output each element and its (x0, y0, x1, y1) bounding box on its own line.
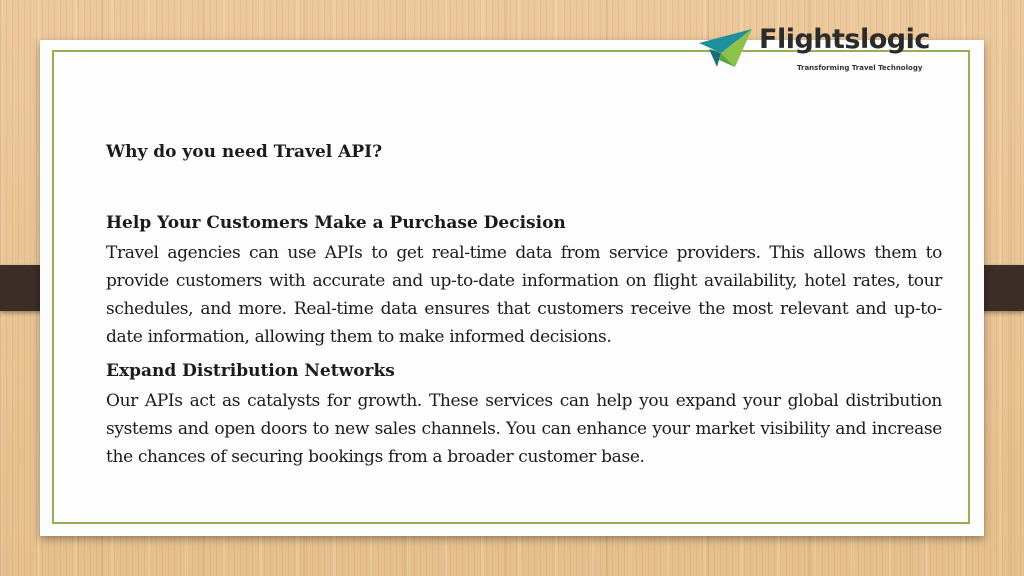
section-heading-purchase-decision: Help Your Customers Make a Purchase Decision (106, 213, 566, 233)
section-body-purchase-decision: Travel agencies can use APIs to get real-time data from service providers. This allows them to provide customers with accurate and up-to-date information on flight availability, hotel rates, tour schedules, and more. Real-time data ensures that customers receive the most relevant and up-to-date information, allowing them to make informed decisions. (106, 243, 942, 347)
section-heading-distribution-networks: Expand Distribution Networks (106, 361, 395, 381)
logo-wordmark: Flightslogic (759, 24, 930, 55)
paper-plane-icon (697, 27, 753, 71)
slide-content (106, 138, 942, 477)
page-title: Why do you need Travel API? (106, 142, 383, 162)
section-body-distribution-networks: Our APIs act as catalysts for growth. These services can help you expand your global distribution systems and open doors to new sales channels. You can enhance your market visibility and increase the chances of securing bookings from a broader customer base. (106, 391, 942, 467)
flightslogic-logo (697, 24, 930, 80)
logo-tagline: Transforming Travel Technology (797, 64, 923, 72)
